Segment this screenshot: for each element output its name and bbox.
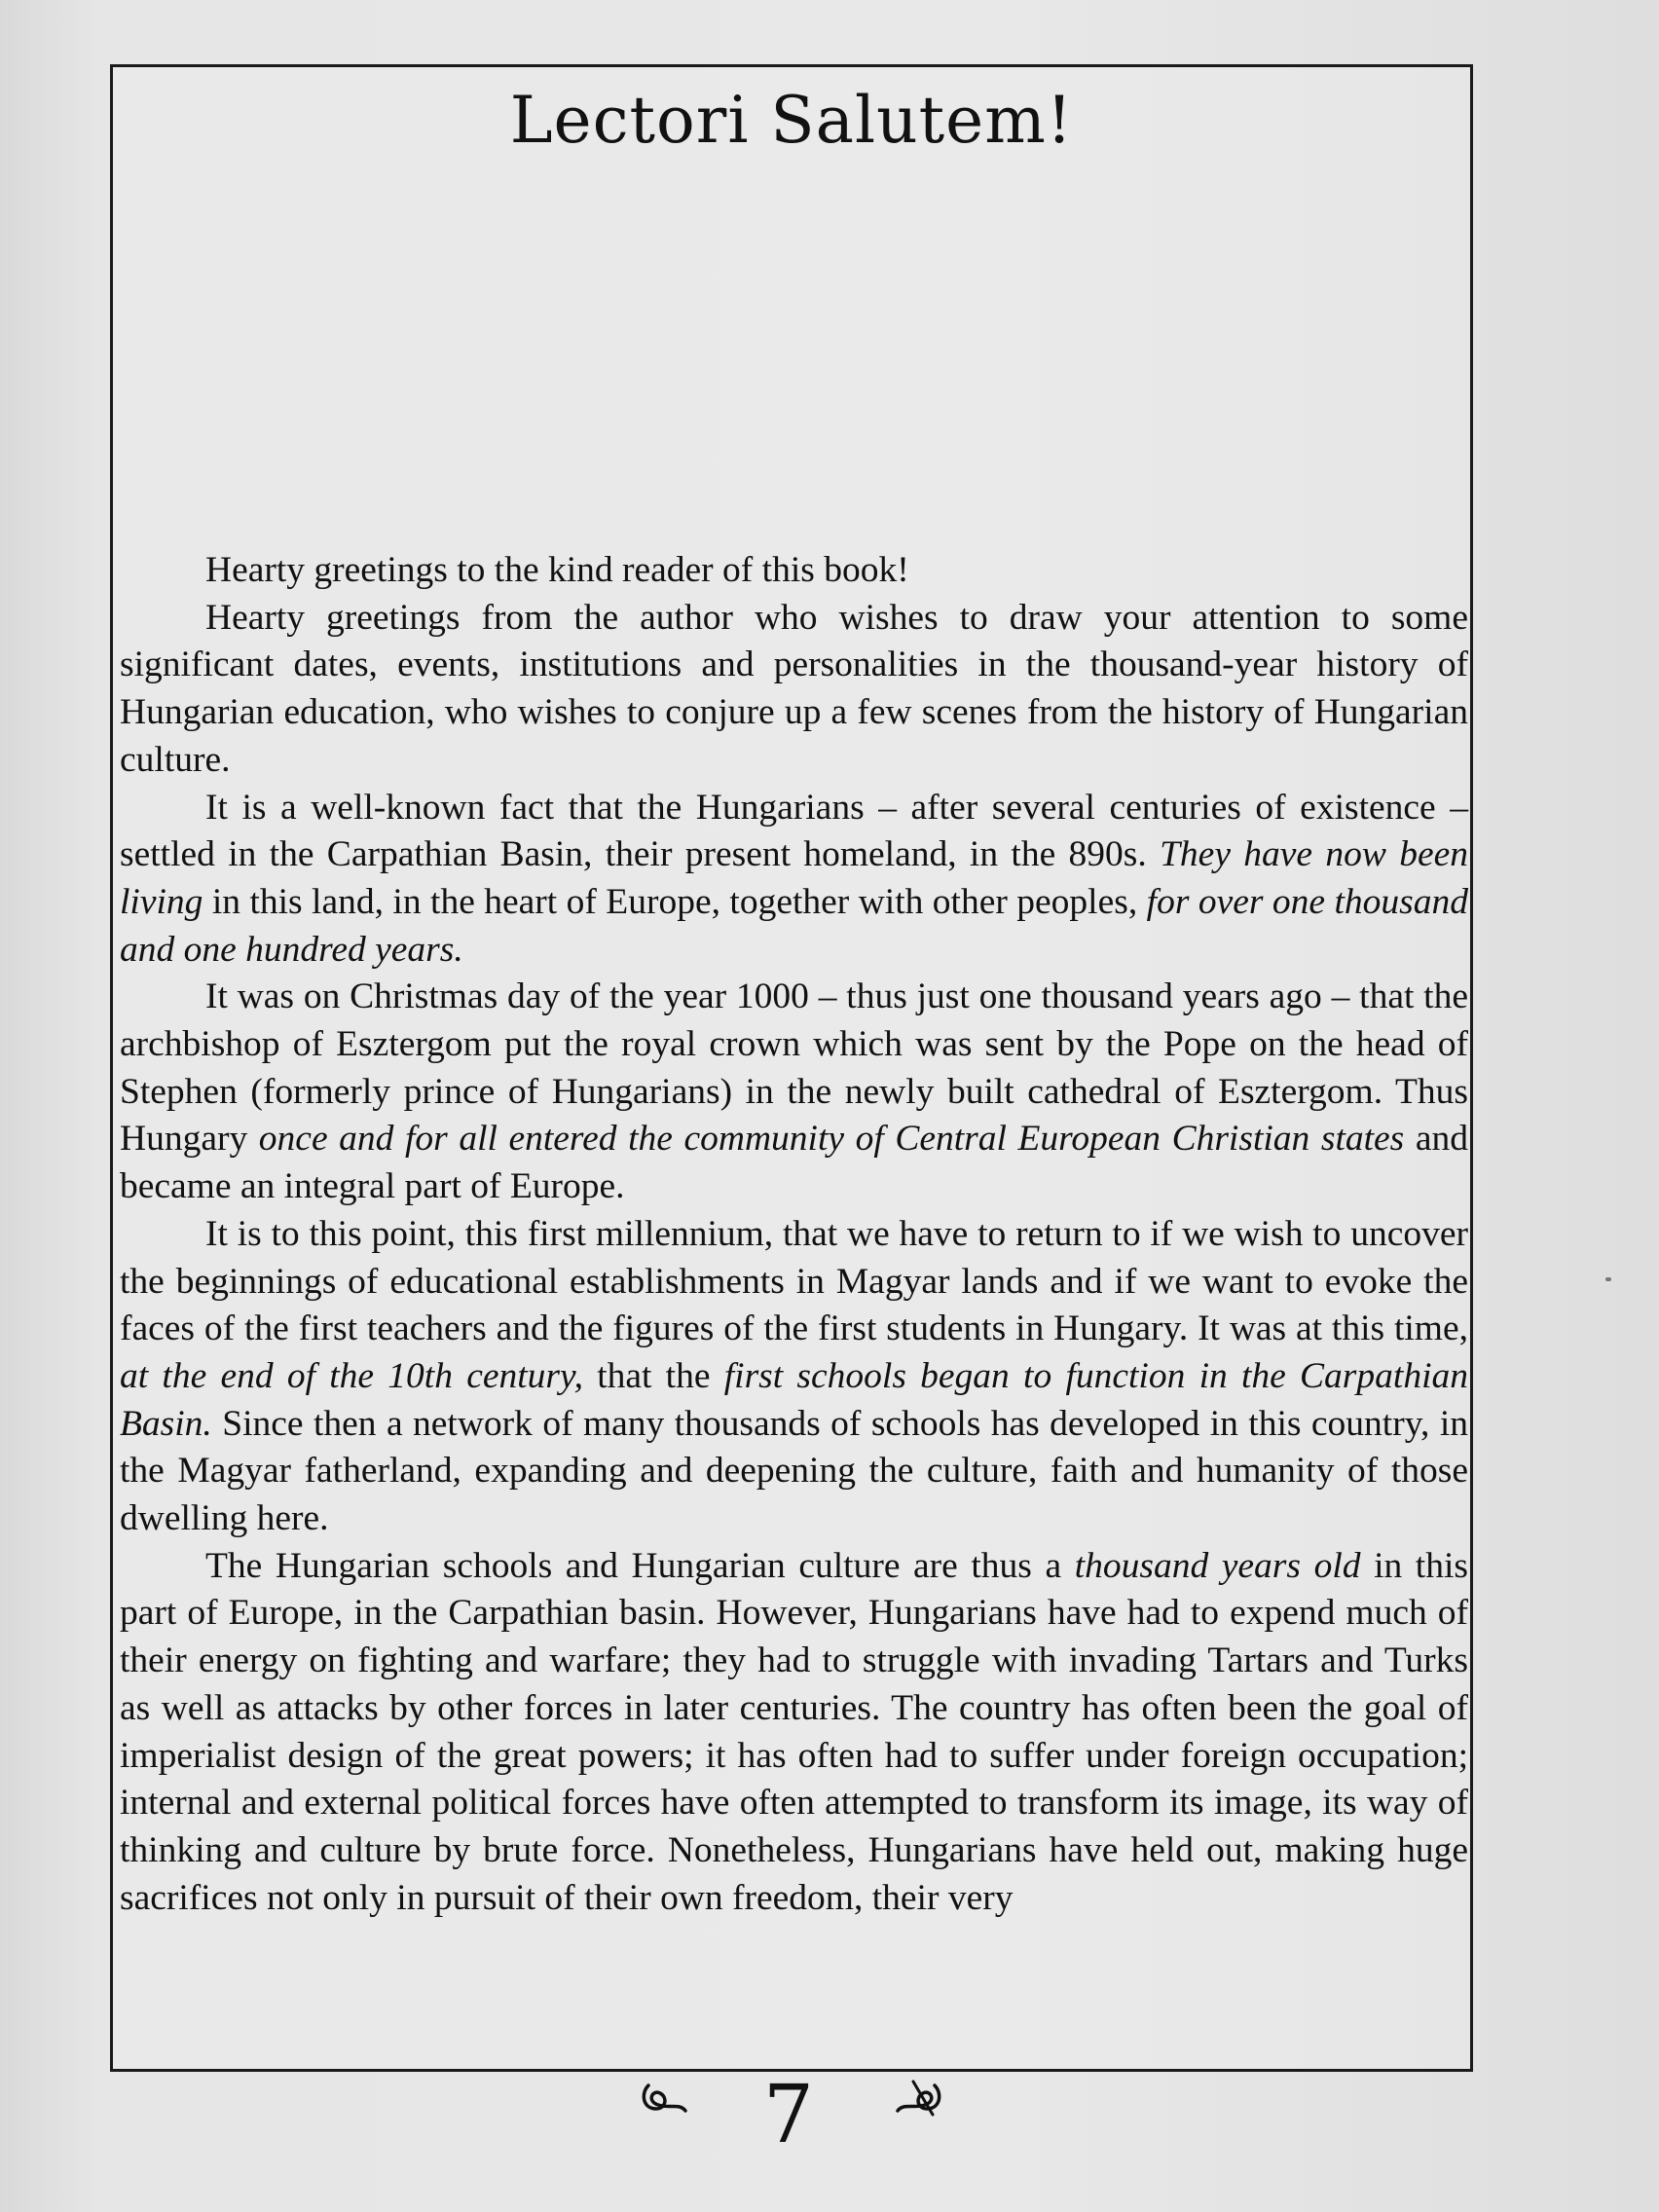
italic-run: once and for all entered the community of Central European Christian states — [258, 1119, 1405, 1160]
swash-ornament-left-icon — [639, 2076, 689, 2124]
paragraph-1: Hearty greetings to the kind reader of this book! — [205, 550, 909, 590]
text-run: It is to this point, this first millennium, that we have to return to if we wish to uncover the beginnings of educational establishments in Magyar lands and if we want to evoke the faces of the first teachers and the figures of the first students in Hungary. It was at this time, — [120, 1213, 1468, 1349]
paragraph-2: Hearty greetings from the author who wishes to draw your attention to some significant dates, events, institutions and personalities in the thousand-year history of Hungarian education, who wishes to conjure up a few scenes from the history of Hungarian culture. — [120, 597, 1468, 780]
italic-run: first schools began to function in the Carpathian Basin. — [120, 1355, 1468, 1444]
page-title: Lectori Salutem! — [509, 83, 1074, 158]
text-run: The Hungarian schools and Hungarian culture are thus a — [205, 1545, 1075, 1586]
body-text — [120, 547, 1468, 1922]
italic-run: They have now been living — [120, 834, 1468, 922]
page-footer — [0, 2064, 1659, 2161]
text-run: Since then a network of many thousands of schools has developed in this country, in the Magyar fatherland, expanding and deepening the culture, faith and humanity of those dwelling here. — [120, 1403, 1468, 1539]
paragraph-6 — [120, 1543, 1468, 1923]
text-run: and became an integral part of Europe. — [120, 1119, 1468, 1207]
page-number: 7 — [762, 2069, 815, 2161]
text-frame — [110, 64, 1473, 2072]
paragraph-4 — [120, 974, 1468, 1211]
italic-run: thousand years old — [1074, 1545, 1361, 1586]
italic-run: at the end of the 10th century, — [120, 1355, 583, 1396]
paragraph-5 — [120, 1211, 1468, 1543]
text-run: that the — [582, 1355, 724, 1396]
swash-ornament-right-icon — [894, 2076, 944, 2124]
text-run: in this part of Europe, in the Carpathian basin. However, Hungarians have had to expend much of their energy on fighting and warfare; they had to struggle with invading Tartars and Turks as well as attacks by other forces in later centuries. The country has often been the goal of imperialist design of the great powers; it has often had to suffer under foreign occupation; internal and external political forces have often attempted to transform its image, its way of thinking and culture by brute force. Nonetheless, Hungarians have held out, making huge sacrifices not only in pursuit of their own freedom, their very — [120, 1545, 1468, 1918]
paragraph-3 — [120, 785, 1468, 975]
paper-speck — [1605, 1277, 1611, 1281]
italic-run: for over one thousand and one hundred years. — [120, 881, 1469, 970]
text-run: It was on Christmas day of the year 1000 – thus just one thousand years ago – that the archbishop of Esztergom put the royal crown which was sent by the Pope on the head of Stephen (formerly prince of Hungarians) in the newly built cathedral of Esztergom. Thus Hungary — [120, 977, 1468, 1160]
text-run: It is a well-known fact that the Hungarians – after several centuries of existence – settled in the Carpathian Basin, their present homeland, in the 890s. — [120, 787, 1468, 875]
text-run: in this land, in the heart of Europe, together with other peoples, — [203, 881, 1147, 922]
